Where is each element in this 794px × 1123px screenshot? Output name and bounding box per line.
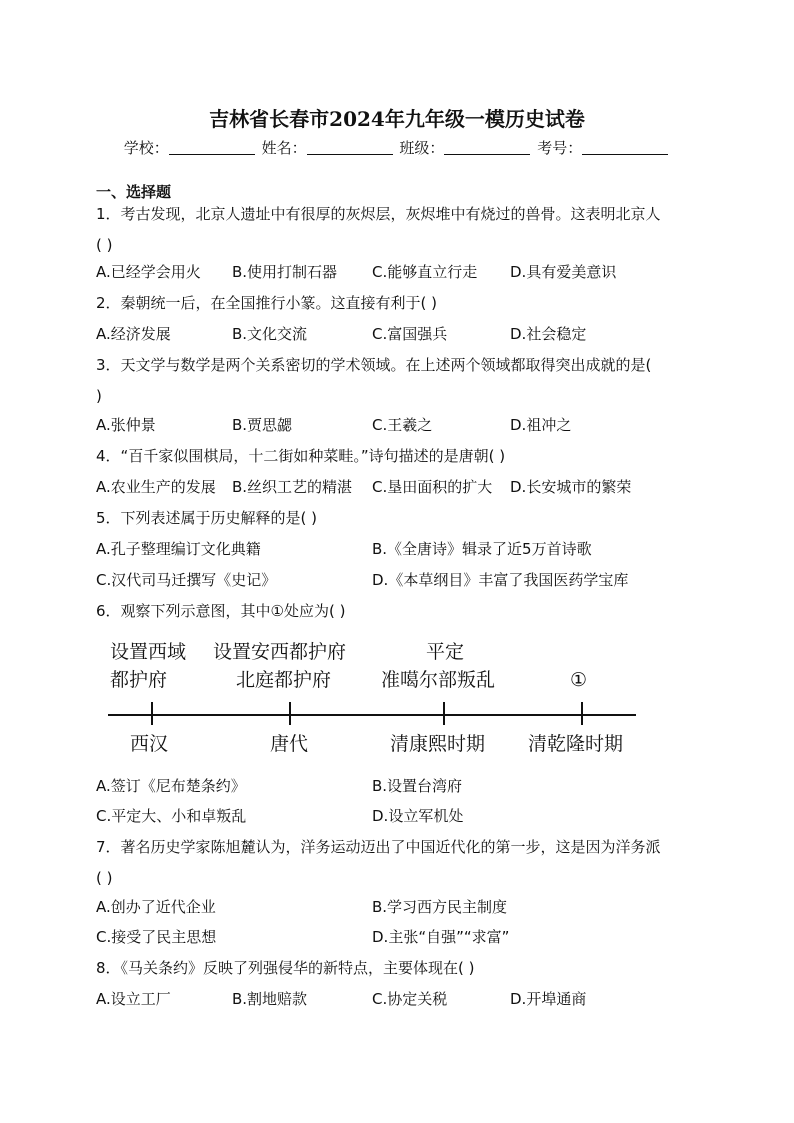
option-d[interactable]: D.长安城市的繁荣 (510, 478, 632, 496)
option-c[interactable]: C.能够直立行走 (372, 263, 478, 281)
option-d[interactable]: D.具有爱美意识 (510, 263, 617, 281)
event-1-line-2: 都护府 (110, 669, 168, 691)
question-4-options (96, 472, 702, 503)
event-4-marker: ① (570, 669, 588, 691)
option-d[interactable]: D.祖冲之 (510, 416, 572, 434)
question-7-options-row-2 (96, 922, 702, 953)
event-3-line-2: 准噶尔部叛乱 (381, 669, 496, 691)
period-4-label: 清乾隆时期 (528, 733, 624, 755)
question-8-stem: 8．《马关条约》反映了列强侵华的新特点，主要体现在( ) (96, 959, 475, 977)
question-7-line-2: ( ) (96, 869, 113, 887)
option-d[interactable]: D.《本草纲目》丰富了我国医药学宝库 (372, 571, 629, 589)
option-c[interactable]: C.汉代司马迁撰写《史记》 (96, 571, 277, 589)
option-a[interactable]: A.孔子整理编订文化典籍 (96, 540, 261, 558)
option-b[interactable]: B.贾思勰 (232, 416, 293, 434)
option-d[interactable]: D.设立军机处 (372, 807, 464, 825)
event-1-line-1: 设置西域 (110, 641, 187, 663)
option-b[interactable]: B.文化交流 (232, 325, 308, 343)
option-a[interactable]: A.签订《尼布楚条约》 (96, 777, 246, 795)
question-6-options-row-2 (96, 801, 702, 832)
question-1-line-2: ( ) (96, 236, 113, 254)
option-a[interactable]: A.已经学会用火 (96, 263, 201, 281)
event-2-line-1: 设置安西都护府 (213, 641, 347, 663)
question-2-stem: 2．秦朝统一后，在全国推行小篆。这直接有利于( ) (96, 294, 438, 312)
section-heading: 一、选择题 (96, 183, 172, 201)
option-a[interactable]: A.经济发展 (96, 325, 171, 343)
name-blank[interactable] (307, 140, 393, 155)
option-a[interactable]: A.农业生产的发展 (96, 478, 216, 496)
period-2-label: 唐代 (270, 733, 309, 755)
option-a[interactable]: A.创办了近代企业 (96, 898, 216, 916)
option-c[interactable]: C.王羲之 (372, 416, 433, 434)
option-d[interactable]: D.开埠通商 (510, 990, 587, 1008)
option-b[interactable]: B.丝织工艺的精湛 (232, 478, 353, 496)
timeline-diagram (100, 630, 650, 790)
question-5-options-row-1 (96, 534, 702, 565)
question-3-line-1: 3．天文学与数学是两个关系密切的学术领域。在上述两个领域都取得突出成就的是( (96, 356, 652, 374)
school-label: 学校： (123, 139, 169, 157)
question-3-options (96, 410, 702, 441)
option-c[interactable]: C.接受了民主思想 (96, 928, 217, 946)
option-d[interactable]: D.社会稳定 (510, 325, 587, 343)
period-1-label: 西汉 (130, 733, 169, 755)
name-label: 姓名： (261, 139, 307, 157)
option-b[interactable]: B.《全唐诗》辑录了近5万首诗歌 (372, 540, 592, 558)
question-6-options-row-1 (96, 771, 702, 802)
number-blank[interactable] (582, 140, 668, 155)
question-2-options (96, 319, 702, 350)
question-4-stem: 4．“百千家似围棋局，十二街如种菜畦。”诗句描述的是唐朝( ) (96, 447, 506, 465)
option-a[interactable]: A.张仲景 (96, 416, 156, 434)
option-b[interactable]: B.割地赔款 (232, 990, 308, 1008)
question-3-stem (96, 350, 702, 412)
period-3-label: 清康熙时期 (390, 733, 486, 755)
class-blank[interactable] (444, 140, 530, 155)
question-7-line-1: 7．著名历史学家陈旭麓认为，洋务运动迈出了中国近代化的第一步，这是因为洋务派 (96, 838, 661, 856)
number-label: 考号： (537, 139, 583, 157)
question-1-line-1: 1．考古发现，北京人遗址中有很厚的灰烬层，灰烬堆中有烧过的兽骨。这表明北京人 (96, 205, 661, 223)
option-c[interactable]: C.富国强兵 (372, 325, 448, 343)
option-c[interactable]: C.垦田面积的扩大 (372, 478, 493, 496)
question-5-stem: 5．下列表述属于历史解释的是( ) (96, 509, 318, 527)
option-a[interactable]: A.设立工厂 (96, 990, 171, 1008)
option-c[interactable]: C.平定大、小和卓叛乱 (96, 807, 247, 825)
event-2-line-2: 北庭都护府 (236, 669, 332, 691)
school-blank[interactable] (169, 140, 255, 155)
question-7-stem (96, 832, 702, 894)
option-b[interactable]: B.使用打制石器 (232, 263, 338, 281)
question-3-line-2: ) (96, 387, 102, 405)
student-info-row (0, 137, 794, 158)
question-1-stem (96, 199, 702, 261)
option-b[interactable]: B.设置台湾府 (372, 777, 463, 795)
event-3-line-1: 平定 (426, 641, 465, 663)
question-6-stem: 6．观察下列示意图，其中①处应为( ) (96, 602, 346, 620)
option-d[interactable]: D.主张“自强”“求富” (372, 928, 510, 946)
question-1-options (96, 257, 702, 288)
option-c[interactable]: C.协定关税 (372, 990, 448, 1008)
question-8-options (96, 984, 702, 1015)
option-b[interactable]: B.学习西方民主制度 (372, 898, 508, 916)
question-7-options-row-1 (96, 892, 702, 923)
question-5-options-row-2 (96, 565, 702, 596)
class-label: 班级： (399, 139, 445, 157)
page-title: 吉林省长春市2024年九年级一模历史试卷 (209, 107, 585, 131)
